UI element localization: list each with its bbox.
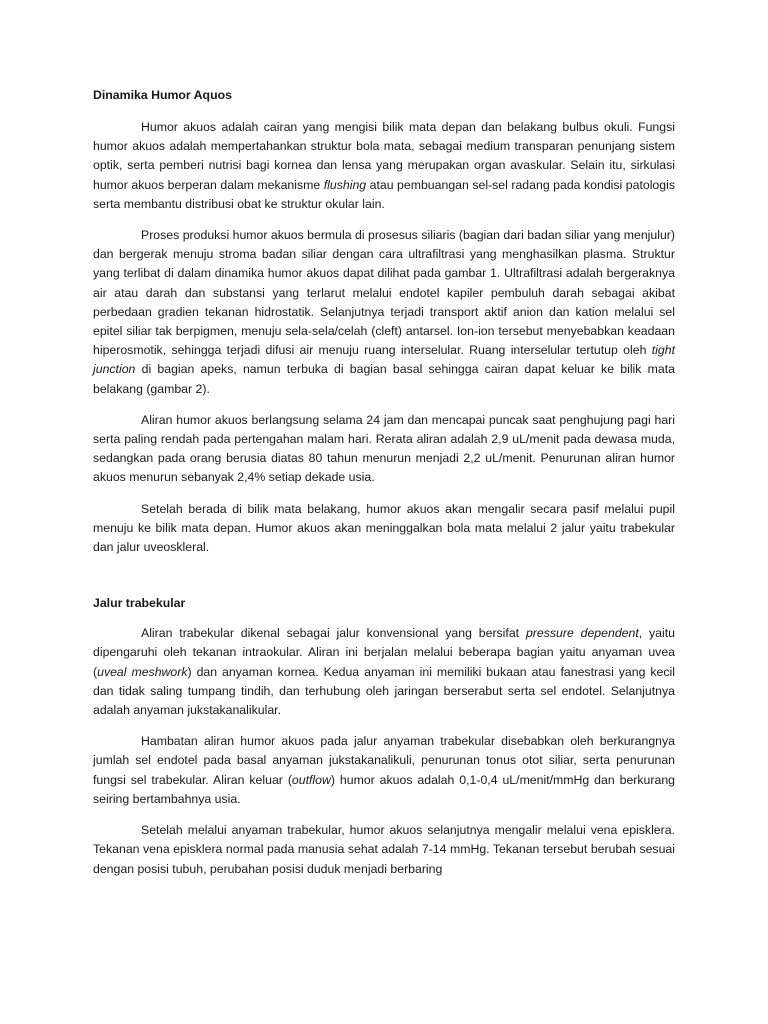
paragraph-text: ) humor akuos adalah 0,1-0,4 uL/menit/mmHg dan berkurang seiring bertambahnya usia.	[93, 772, 675, 806]
italic-term: uveal meshwork	[97, 664, 188, 679]
paragraph-text: di bagian apeks, namun terbuka di bagian basal sehingga cairan dapat keluar ke bilik mata belakang (gambar 2).	[93, 362, 675, 396]
section-heading-dinamika-humor-aquos: Dinamika Humor Aquos	[93, 88, 232, 102]
paragraph-text: atau pembuangan sel-sel radang pada kondisi patologis serta membantu distribusi obat ke struktur okular lain.	[93, 177, 675, 211]
document-page	[93, 86, 675, 879]
italic-term: pressure dependent	[525, 626, 639, 641]
italic-term: outflow	[291, 772, 331, 787]
paragraph-text: Proses produksi humor akuos bermula di prosesus siliaris (bagian dari badan siliar yang menjulur) dan bergerak menuju stroma badan siliar dengan cara ultrafiltrasi yang menghasilkan plasma. Struktur yang terlibat di dalam dinamika humor akuos dapat dilihat pada gambar 1. Ultrafiltrasi adalah bergeraknya air atau darah dan substansi yang terlarut melalui endotel kapiler pembuluh darah sebagai akibat perbedaan gradien tekanan hidrostatik. Selanjutnya terjadi transport aktif anion dan kation melalui sel epitel siliar tak berpigmen, menuju sela-sela/celah (cleft) antarsel. Ion-ion tersebut menyebabkan keadaan hiperosmotik, sehingga terjadi difusi air menuju ruang interselular. Ruang interselular tertutup oleh	[93, 228, 675, 358]
paragraph	[93, 226, 675, 399]
paragraph-text: , yaitu dipengaruhi oleh tekanan intraokular. Aliran ini berjalan melalui beberapa bagian yaitu anyaman uvea (	[93, 626, 676, 679]
paragraph	[93, 732, 675, 809]
paragraph	[93, 118, 675, 214]
paragraph-text: Humor akuos adalah cairan yang mengisi bilik mata depan dan belakang bulbus okuli. Fungsi humor akuos adalah mempertahankan struktur bola mata, sebagai medium transparan penunjang sistem optik, serta pemberi nutrisi bagi kornea dan lensa yang merupakan organ avaskular. Selain itu, sirkulasi humor akuos berperan dalam mekanisme	[93, 120, 675, 192]
paragraph: Setelah berada di bilik mata belakang, humor akuos akan mengalir secara pasif melalui pupil menuju ke bilik mata depan. Humor akuos akan meninggalkan bola mata melalui 2 jalur yaitu trabekular dan jalur uveoskleral.	[93, 501, 675, 555]
paragraph: Aliran humor akuos berlangsung selama 24 jam dan mencapai puncak saat penghujung pagi hari serta paling rendah pada pertengahan malam hari. Rerata aliran adalah 2,9 uL/menit pada dewasa muda, sedangkan pada orang berusia diatas 80 tahun menurun menjadi 2,2 uL/menit. Penurunan aliran humor akuos menurun sebanyak 2,4% setiap dekade usia.	[93, 412, 675, 485]
paragraph-text: Aliran trabekular dikenal sebagai jalur konvensional yang bersifat	[141, 626, 526, 641]
paragraph: Setelah melalui anyaman trabekular, humor akuos selanjutnya mengalir melalui vena episklera. Tekanan vena episklera normal pada manusia sehat adalah 7-14 mmHg. Tekanan tersebut berubah sesuai dengan posisi tubuh, perubahan posisi duduk menjadi berbaring	[93, 823, 675, 876]
paragraph-text: ) dan anyaman kornea. Kedua anyaman ini memiliki bukaan atau fanestrasi yang kecil dan tidak saling tumpang tindih, dan terhubung oleh jaringan berserabut serta sel endotel. Selanjutnya adalah anyaman jukstakanalikular.	[93, 664, 675, 718]
paragraph-text: Hambatan aliran humor akuos pada jalur anyaman trabekular disebabkan oleh berkurangnya jumlah sel endotel pada basal anyaman jukstakanalikuli, penurunan tonus otot siliar, serta penurunan fungsi sel trabekular. Aliran keluar (	[93, 734, 675, 787]
paragraph	[93, 624, 675, 720]
italic-term: tight junction	[93, 343, 675, 377]
section-heading-jalur-trabekular: Jalur trabekular	[93, 596, 186, 611]
italic-term: flushing	[323, 177, 367, 192]
